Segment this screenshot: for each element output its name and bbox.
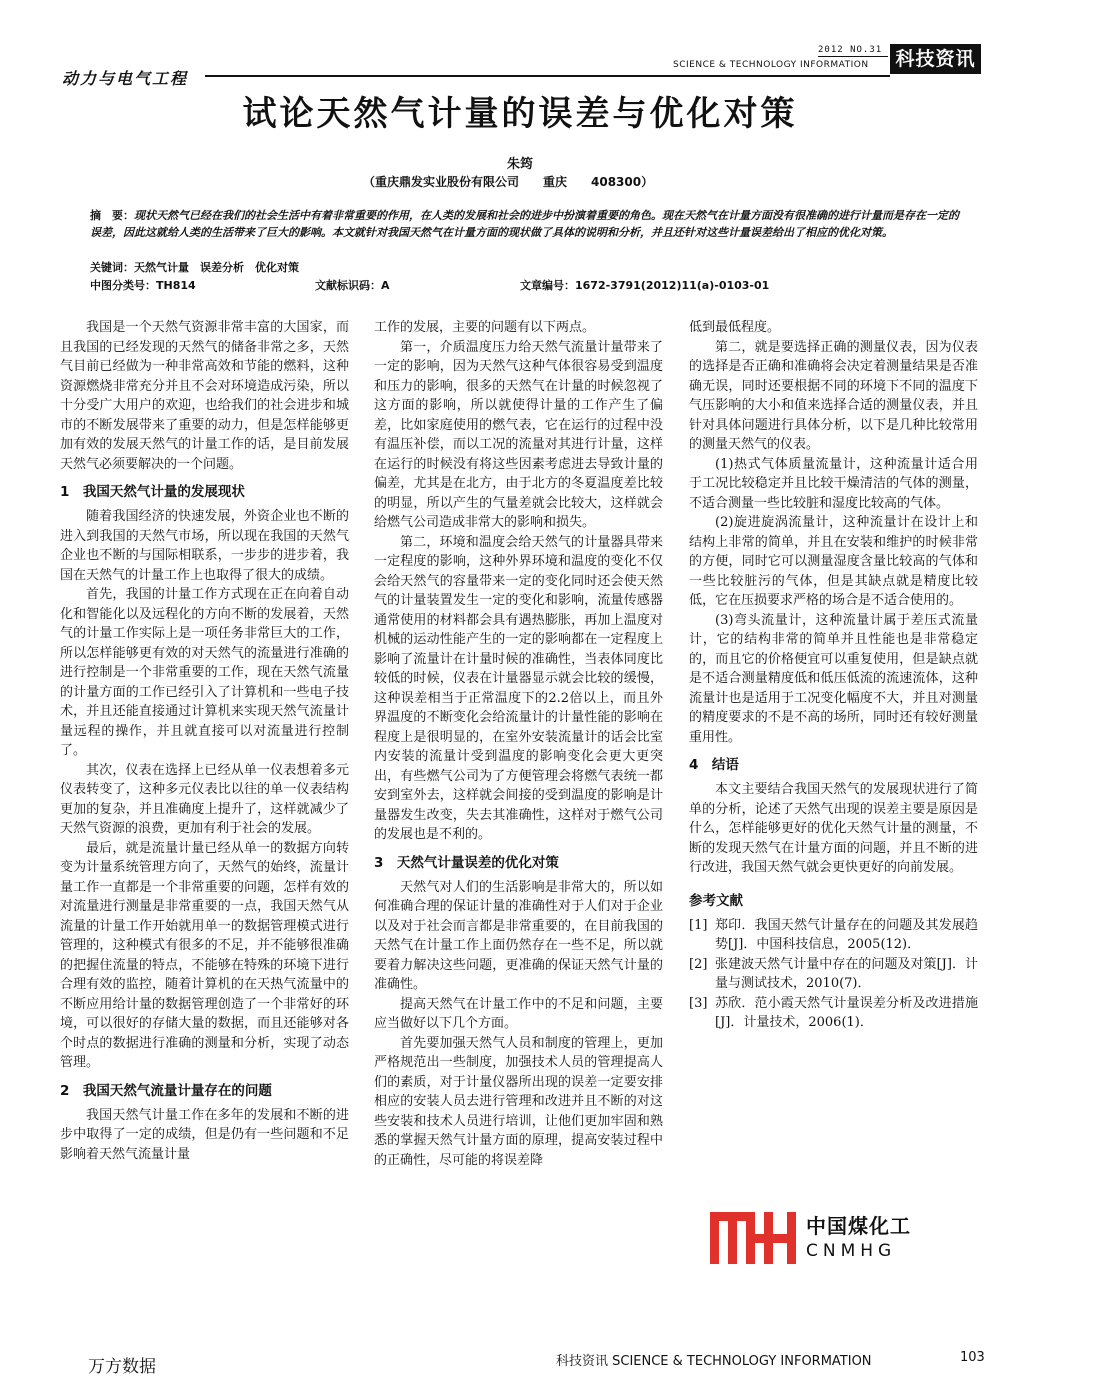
paragraph: 其次，仪表在选择上已经从单一仪表想着多元仪表转变了，这种多元仪表比以往的单一仪表结构更加的复杂，并且准确度上提升了，这样就减少了天然气资源的浪费，更加有利于社会的发展。 [60,762,349,836]
paragraph: 我国天然气计量工作在多年的发展和不断的进步中取得了一定的成绩，但是仍有一些问题和不足影响着天然气流量计量 [60,1107,349,1162]
paragraph: 首先，我国的计量工作方式现在正在向着自动化和智能化以及远程化的方向不断的发展着，天然气的计量工作实际上是一项任务非常巨大的工作，所以怎样能够更有效的对天然气的流量进行准确的进行控制是一个非常重要的工作，现在天然气流量的计量方面的工作已经引入了计算机和一些电子技术，并且还能直接通过计算机来实现天然气流量计量远程的操作，并且就直接可以对流量进行控制了。 [60,587,349,758]
paragraph: (1)热式气体质量流量计，这种流量计适合用于工况比较稳定并且比较干燥清洁的气体的测量，不适合测量一些比较脏和湿度比较高的气体。 [689,456,978,511]
references-heading: 参考文献 [689,892,743,909]
header-rule [205,75,890,77]
document-code: 文献标识码：A [315,279,390,292]
abstract-text: 现状天然气已经在我们的社会生活中有着非常重要的作用，在人类的发展和社会的进步中扮演着重要的角色。现在天然气在计量方面没有很准确的进行计量而是存在一定的误差，因此这就给人类的生活带来了巨大的影响。本文就针对我国天然气在计量方面的现状做了具体的说明和分析，并且还针对这些计量误差给出了相应的优化对策。 [90,209,959,239]
logo-text-en: CNMHG [806,1241,897,1261]
paragraph: 低到最低程度。 [689,320,781,335]
reference-item [689,994,978,1033]
section-heading: 3 天然气计量误差的优化对策 [374,854,559,871]
section-heading: 4 结语 [689,757,739,773]
magazine-name-cn: 科技资讯 [890,44,981,74]
reference-item [689,955,978,994]
abstract [90,207,960,241]
reference-item [689,916,978,955]
section-tag: 动力与电气工程 [62,69,189,88]
section-heading: 2 我国天然气流量计量存在的问题 [60,1082,272,1099]
paragraph: 天然气对人们的生活影响是非常大的，所以如何准确合理的保证计量的准确性对于人们对于企业以及对于社会而言都是非常重要的，在目前我国的天然气在计量工作上面仍然存在一些不足，所以就要着力解决这些问题，更准确的保证天然气计量的准确性。 [374,879,663,992]
body-column-1 [60,318,349,1164]
issue-rule [818,56,888,57]
affiliation: （重庆鼎发实业股份有限公司 重庆 408300） [363,175,654,189]
footer-journal: 科技资讯 SCIENCE & TECHNOLOGY INFORMATION [556,1354,872,1369]
author: 朱筠 [506,157,533,172]
paragraph: 提高天然气在计量工作中的不足和问题，主要应当做好以下几个方面。 [374,996,663,1031]
paragraph: 本文主要结合我国天然气的发展现状进行了简单的分析，论述了天然气出现的误差主要是原因是什么，怎样能够更好的优化天然气计量的测量，不断的发现天然气在计量方面的问题，并且不断的进行改进，我国天然气就会更快更好的向前发展。 [689,782,978,875]
paragraph: 我国是一个天然气资源非常丰富的大国家，而且我国的已经发现的天然气的储备非常之多，天然气目前已经做为一种非常高效和节能的燃料，这种资源燃烧非常充分并且不会对环境造成污染，所以十分受广大用户的欢迎，也给我们的社会进步和城市的不断发展带来了重要的动力，但是怎样能够更加有效的发展天然气的计量工作的话，是目前发展天然气必须要解决的一个问题。 [60,320,349,472]
page-number: 103 [960,1350,985,1365]
issue-number: 2012 NO.31 [818,45,883,55]
paragraph: 工作的发展，主要的问题有以下两点。 [374,320,596,335]
reference-number: [3] [689,995,708,1011]
reference-text: 郑印．我国天然气计量存在的问题及其发展趋势[J]．中国科技信息，2005(12)． [715,917,978,952]
clc-number: 中图分类号：TH814 [90,279,196,292]
body-column-3 [689,318,978,1033]
reference-text: 张建波天然气计量中存在的问题及对策[J]．计量与测试技术，2010(7)． [715,956,978,991]
body-column-2 [374,318,663,1170]
paragraph: 随着我国经济的快速发展，外资企业也不断的进入到我国的天然气市场，所以现在我国的天然气企业也不断的与国际相联系，一步步的进步着，我国在天然气的计量工作上也取得了很大的成绩。 [60,509,349,583]
paragraph: 第二，就是要选择正确的测量仪表，因为仪表的选择是否正确和准确将会决定着测量结果是否准确无误，同时还要根据不同的环境下不同的温度下气压影响的大小和值来选择合适的测量仪表，并且针对具体问题进行具体分析，以下是几种比较常用的测量天然气的仪表。 [689,339,978,452]
reference-text: 苏欣．范小霞天然气计量误差分析及改进措施[J]．计量技术，2006(1)． [715,995,978,1030]
abstract-label: 摘 要： [90,209,134,222]
paragraph: 最后，就是流量计量已经从单一的数据方向转变为计量系统管理方向了，天然气的始终，流量计量工作一直都是一个非常重要的问题，怎样有效的对流量进行测量是非常重要的一点，我国天然气从流量的计量工作开始就用单一的数据管理模式进行管理的，这种模式有很多的不足，并不能够很准确的把握住流量的特点，不能够在特殊的环境下进行合理有效的监控，随着计算机的在天热气流量中的不断应用给计量的数据管理创造了一个非常好的环境，可以很好的存储大量的数据，而且还能够对各个时点的数据进行准确的测量和分析，实现了动态管理。 [60,840,349,1070]
paragraph: 第二，环境和温度会给天然气的计量器具带来一定程度的影响，这种外界环境和温度的变化不仅会给天然气的容量带来一定的变化同时还会使天然气的计量装置发生一定的变化和影响，流量传感器通常使用的材料都会具有遇热膨胀，再加上温度对机械的运动性能产生的一定的影响都在一定程度上影响了流量计在计量时候的准确性，当表体同度比较低的时候，仪表在计量器显示就会比较的缓慢，这种误差相当于正常温度下的2.2倍以上，而且外界温度的不断变化会给流量计的计量性能的影响在程度上是很明显的，在室外安装流量计的话会比室内安装的流量计受到温度的影响变化会更大更突出，有些燃气公司为了方便管理会将燃气表统一都安到室外去，这样就会间接的受到温度的影响是计量器发生改变，失去其准确性，这样对于燃气公司的发展也是不利的。 [374,534,663,842]
reference-number: [1] [689,917,708,933]
footer-source: 万方数据 [88,1357,156,1377]
paragraph: (3)弯头流量计，这种流量计属于差压式流量计，它的结构非常的简单并且性能也是非常稳定的，而且它的价格便宜可以重复使用，但是缺点就是不适合测量精度低和低压低流的流速流体，这种流量计也是适用于工况变化幅度不大，并且对测量的精度要求的不是不高的场所，同时还有较好测量重用性。 [689,612,978,745]
article-number: 文章编号：1672-3791(2012)11(a)-0103-01 [520,279,770,292]
paragraph: 首先要加强天然气人员和制度的管理上，更加严格规范出一些制度，加强技术人员的管理提高人们的素质，对于计量仪器所出现的误差一定要安排相应的安装人员去进行管理和改进并且不断的对这些安装和技术人员进行培训，让他们更加牢固和熟悉的掌握天然气计量方面的原理，提高安装过程中的正确性，尽可能的将误差降 [374,1035,663,1168]
logo-text-cn: 中国煤化工 [806,1214,911,1238]
reference-number: [2] [689,956,708,972]
article-title: 试论天然气计量的误差与优化对策 [242,94,798,134]
keywords: 关键词：天然气计量 误差分析 优化对策 [90,261,299,274]
magazine-name-en: SCIENCE & TECHNOLOGY INFORMATION [673,60,869,70]
paragraph: (2)旋进旋涡流量计，这种流量计在设计上和结构上非常的简单，并且在安装和维护的时候非常的方便，同时它可以测量湿度含量比较高的气体和一些比较脏污的气体，但是其缺点就是精度比较低，它在压损要求严格的场合是不适合使用的。 [689,515,978,608]
section-heading: 1 我国天然气计量的发展现状 [60,484,245,500]
paragraph: 第一，介质温度压力给天然气流量计量带来了一定的影响，因为天然气这种气体很容易受到温度和压力的影响，很多的天然气在计量的时候忽视了这方面的影响，所以就使得计量的工作产生了偏差，比如家庭使用的燃气表，它在运行的过程中没有温压补偿，而以工况的流量对其进行计量，这样在运行的时候没有将这些因素考虑进去导致计量的偏差，尤其是在北方，由于北方的冬夏温度差比较的明显，所以产生的气量差就会比较大，这样就会给燃气公司造成非常大的影响和损失。 [374,339,663,530]
